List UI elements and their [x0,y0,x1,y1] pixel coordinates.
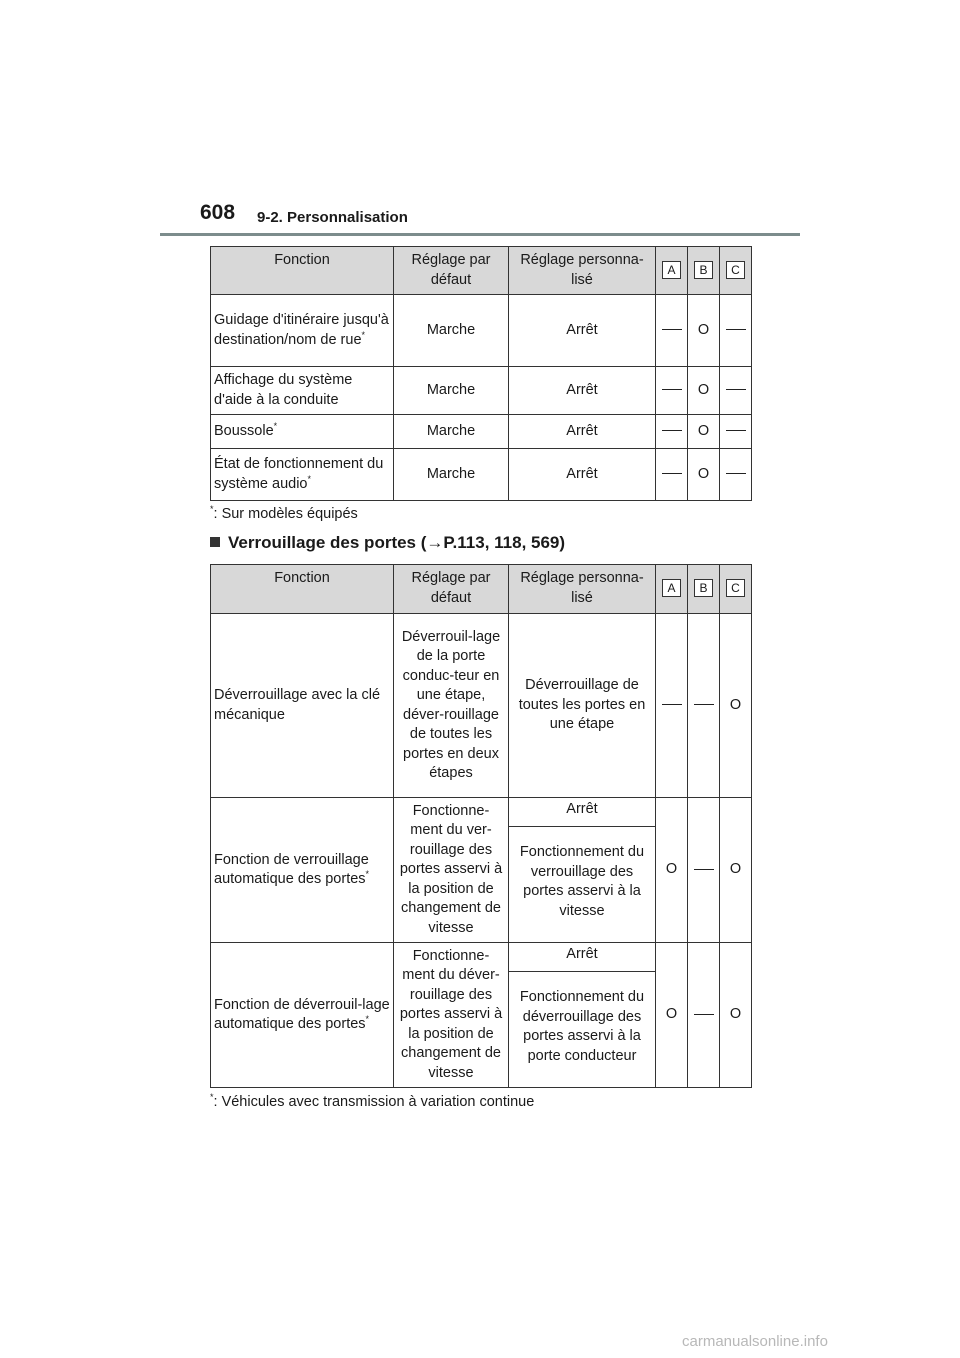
custom-value: Arrêt [509,295,656,367]
default-value: Marche [394,367,509,415]
col-a-label: A [662,579,681,597]
heading-text: Verrouillage des portes ( [228,533,427,552]
default-value: Déverrouil-lage de la porte conduc-teur en une étape, déver-rouillage de toutes les portes en deux étapes [394,614,509,798]
arrow-icon: → [426,533,444,552]
table-row [211,415,752,449]
custom-value: Arrêt [509,367,656,415]
value-b: O [688,367,720,415]
custom-value-alt: Fonctionnement du déverrouillage des portes asservi à la porte conducteur [509,972,656,1088]
dash-c [726,329,746,330]
default-value: Fonctionne-ment du déver-rouillage des portes asservi à la position de changement de vitesse [394,943,509,1088]
value-b: O [688,295,720,367]
dash-c [726,430,746,431]
dash-b [694,869,714,870]
default-value: Marche [394,415,509,449]
footnote-text: : Véhicules avec transmission à variation continue [213,1094,535,1110]
section-title: 9-2. Personnalisation [257,209,408,226]
default-value: Fonctionne-ment du ver-rouillage des portes asservi à la position de changement de vitesse [394,798,509,943]
footnote-star: * [210,504,214,515]
value-c: O [720,943,752,1088]
dash-a [662,704,682,705]
dash-c [726,473,746,474]
col-c-label: C [726,579,745,597]
dash-a [662,329,682,330]
door-lock-heading [210,533,565,553]
value-b: O [688,449,720,501]
header-rule [160,233,800,236]
function-name: Boussole [214,422,274,439]
col-c-label: C [726,261,745,279]
custom-value-off: Arrêt [509,798,656,827]
table-row [211,614,752,798]
value-a: O [656,798,688,943]
dash-a [662,473,682,474]
footnote-star: * [307,473,312,484]
function-name: Fonction de déverrouil-lage automatique des portes [214,996,390,1032]
table-row [211,943,752,972]
function-name: Fonction de verrouillage automatique des portes [214,851,369,887]
custom-value: Arrêt [509,449,656,501]
table-header-row [211,565,752,614]
settings-table-2 [210,564,752,1088]
col-b-label: B [694,579,713,597]
value-a: O [656,943,688,1088]
custom-value-off: Arrêt [509,943,656,972]
col-default: Réglage par défaut [394,247,509,295]
page-number: 608 [200,201,236,224]
footnote-star: * [361,329,366,340]
custom-value: Déverrouillage de toutes les portes en une étape [509,614,656,798]
heading-ref: P.113, 118, 569) [443,533,566,552]
table-row [211,798,752,827]
value-c: O [720,798,752,943]
value-b: O [688,415,720,449]
col-a-label: A [662,261,681,279]
footnote-text: : Sur modèles équipés [213,506,358,522]
function-name: Guidage d'itinéraire jusqu'à destination/nom de rue [214,312,389,348]
col-custom: Réglage personna-lisé [509,247,656,295]
custom-value: Arrêt [509,415,656,449]
col-custom: Réglage personna-lisé [509,565,656,614]
square-bullet-icon [210,537,220,547]
watermark-text[interactable]: carmanualsonline.info [682,1333,828,1350]
col-default: Réglage par défaut [394,565,509,614]
footnote-star: * [273,420,278,431]
default-value: Marche [394,295,509,367]
footnote-star: * [365,869,370,880]
footnote-2 [210,1094,534,1110]
dash-a [662,389,682,390]
footnote-1 [210,506,358,522]
footnote-star: * [210,1092,214,1103]
col-b-label: B [694,261,713,279]
col-function: Fonction [211,247,394,295]
function-name: Déverrouillage avec la clé mécanique [214,687,381,723]
dash-c [726,389,746,390]
dash-b [694,704,714,705]
col-function: Fonction [211,565,394,614]
default-value: Marche [394,449,509,501]
table-header-row [211,247,752,295]
dash-a [662,430,682,431]
table-row [211,367,752,415]
value-c: O [720,614,752,798]
footnote-star: * [365,1014,370,1025]
function-name: Affichage du système d'aide à la conduite [214,372,353,408]
settings-table-1 [210,246,752,501]
dash-b [694,1014,714,1015]
function-name: État de fonctionnement du système audio [214,456,384,492]
table-row [211,295,752,367]
custom-value-alt: Fonctionnement du verrouillage des portes asservi à la vitesse [509,827,656,943]
table-row [211,449,752,501]
